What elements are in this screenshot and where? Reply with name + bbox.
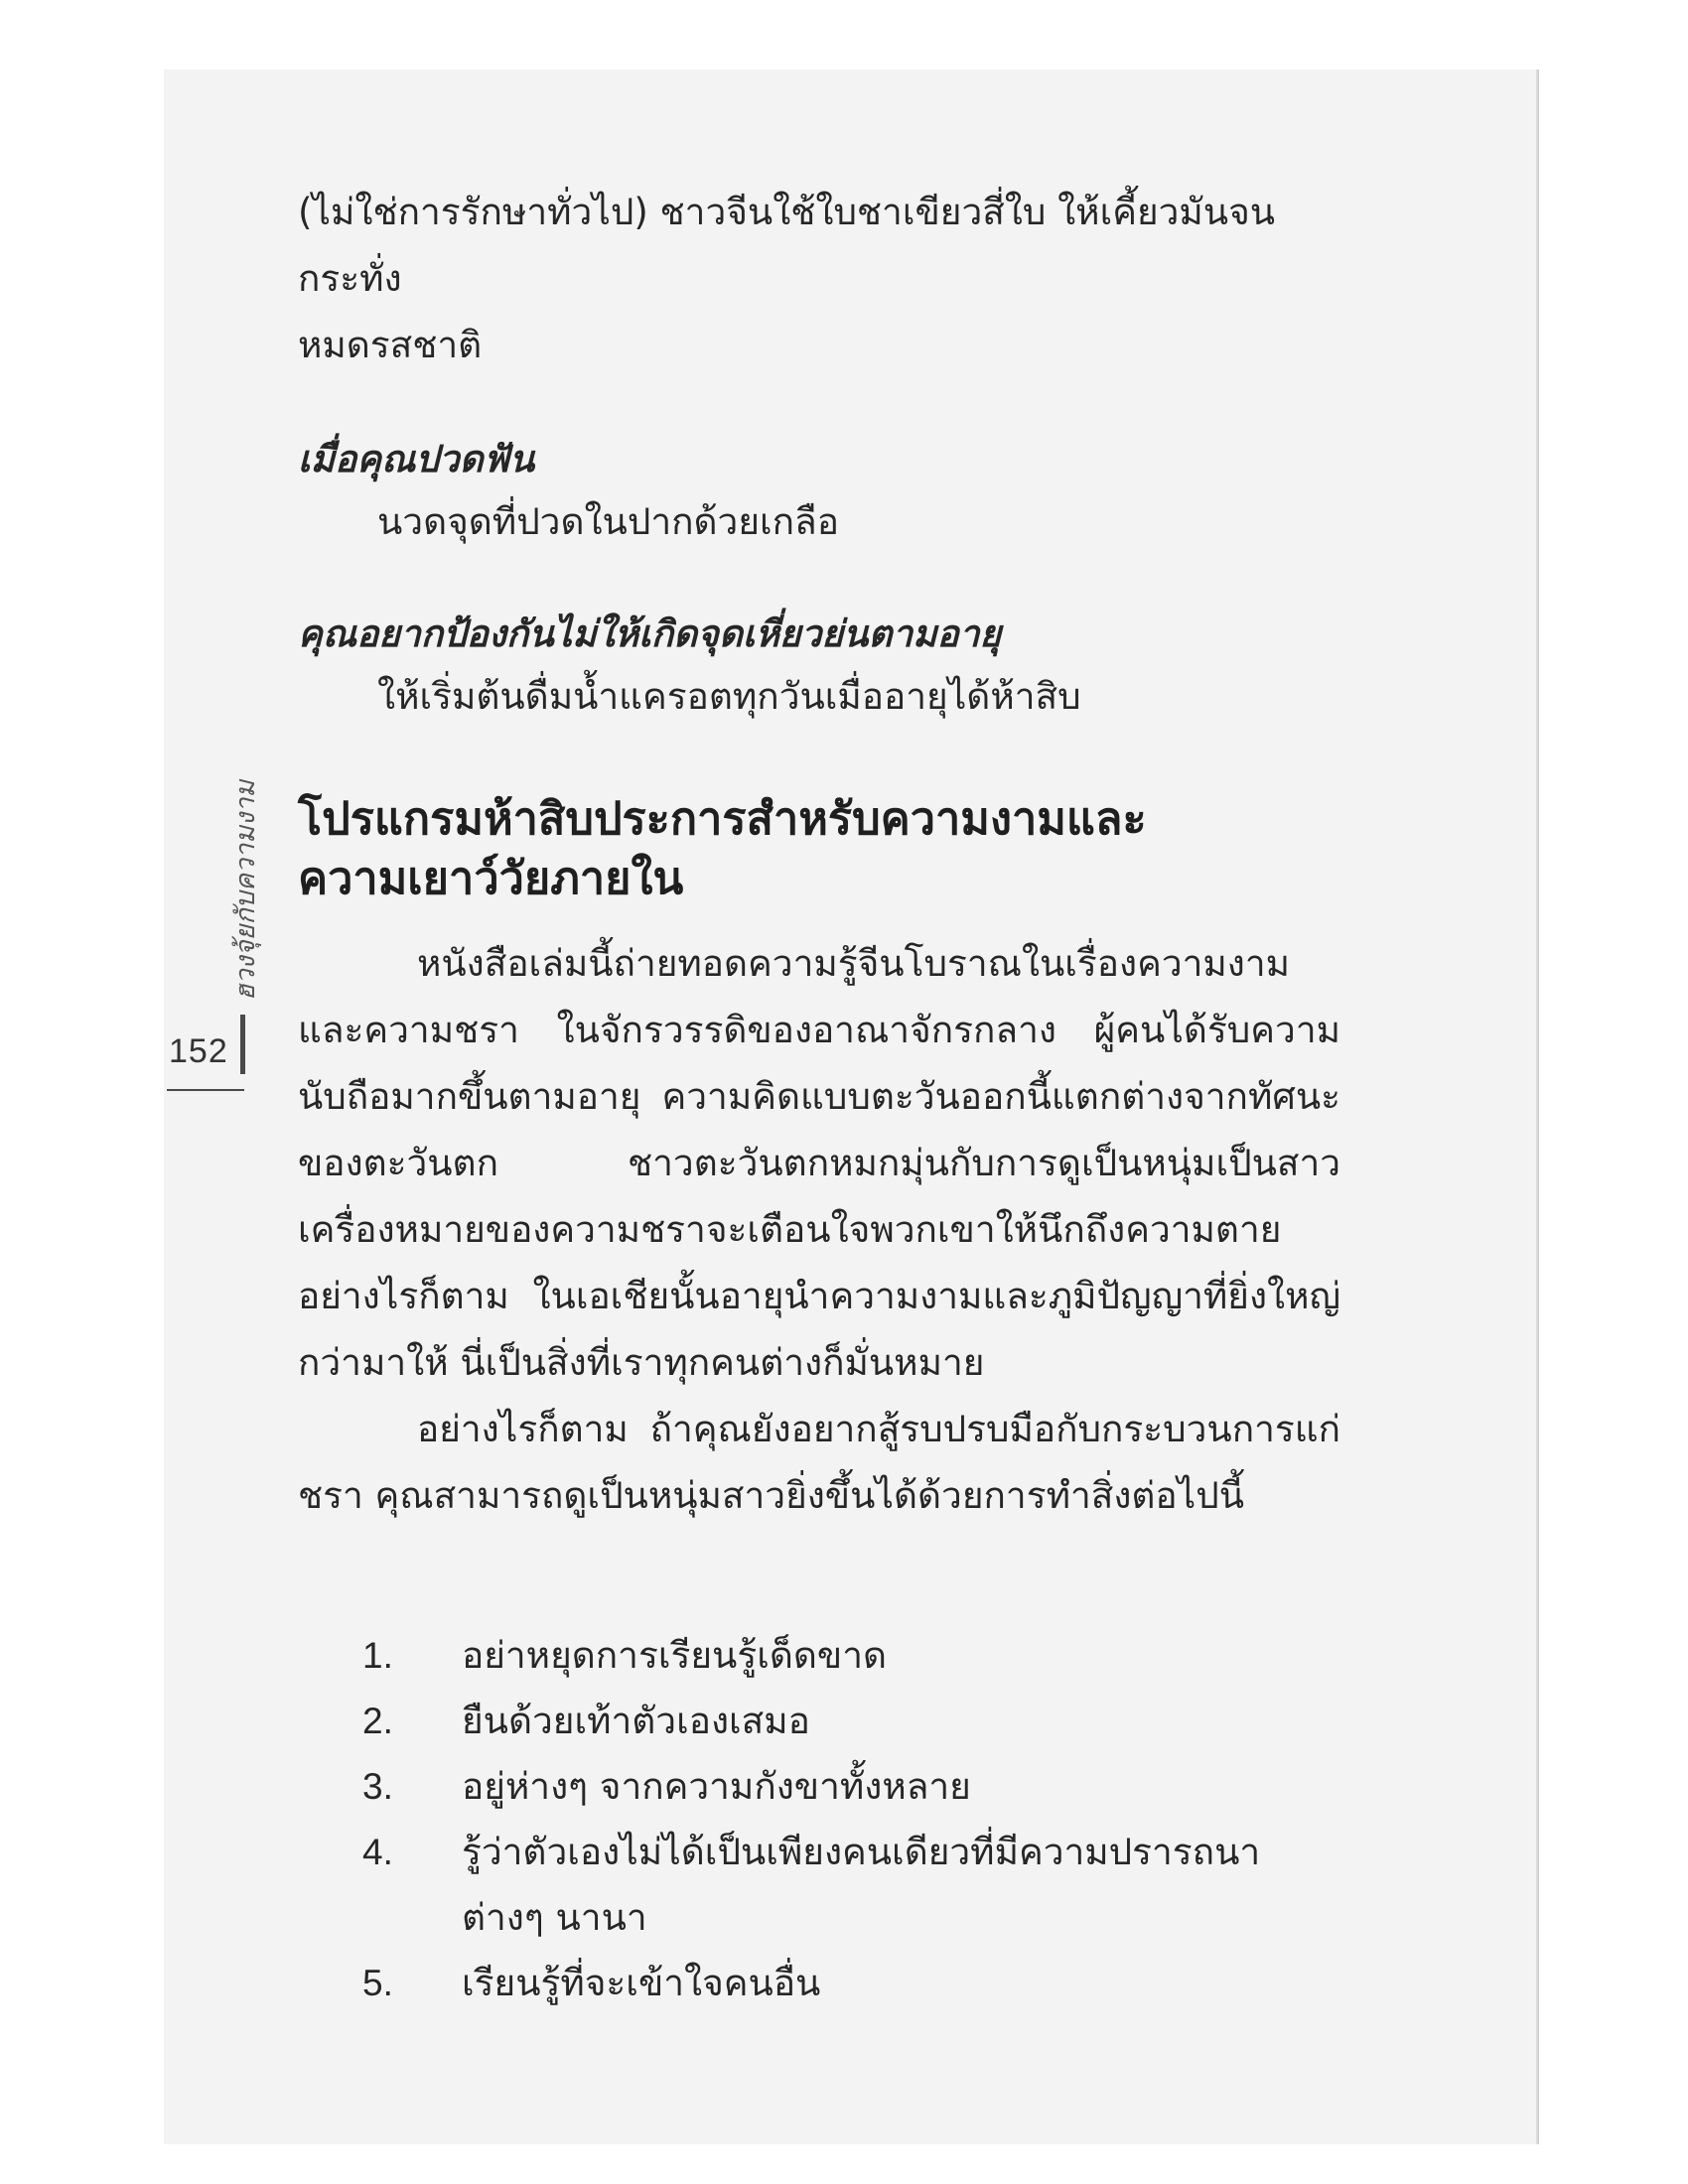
list-item	[298, 1951, 1340, 2016]
list-item-text: เรียนรู้ที่จะเข้าใจคนอื่น	[462, 1962, 821, 2004]
intro-line-2: หมดรสชาติ	[298, 324, 483, 366]
list-item	[298, 1623, 1340, 1689]
section-title-line-1: โปรแกรมห้าสิบประการสำหรับความงามและ	[298, 792, 1147, 845]
section-title-line-2: ความเยาว์วัยภายใน	[298, 852, 684, 904]
running-head-text: ฮวงจุ้ยกับความงาม	[230, 779, 261, 1001]
tip-age-spots	[298, 603, 1340, 728]
tip-heading: คุณอยากป้องกันไม่ให้เกิดจุดเหี่ยวย่นตามอายุ	[298, 613, 1002, 655]
list-item-text: รู้ว่าตัวเองไม่ได้เป็นเพียงคนเดียวที่มีความปรารถนาต่างๆ นานา	[462, 1831, 1261, 1939]
tip-text: นวดจุดที่ปวดในปากด้วยเกลือ	[377, 500, 839, 543]
list-item	[298, 1820, 1340, 1951]
intro-paragraph	[298, 179, 1340, 378]
body-paragraph-1: หนังสือเล่มนี้ถ่ายทอดความรู้จีนโบราณในเรื่องความงามและความชรา ในจักรวรรดิของอาณาจักรกลาง ผู้คนได้รับความนับถือมากขึ้นตามอายุ ความคิดแบบตะวันออกนี้แตกต่างจากทัศนะของตะวันตก ชาวตะวันตกหมกมุ่นกับการดูเป็นหนุ่มเป็นสาว เครื่องหมายของความชราจะเตือนใจพวกเขาให้นึกถึงความตาย อย่างไรก็ตาม ในเอเชียนั้นอายุนำความงามและภูมิปัญญาที่ยิ่งใหญ่กว่ามาให้ นี่เป็นสิ่งที่เราทุกคนต่างก็มั่นหมาย	[298, 942, 1340, 1384]
page-number-rule	[167, 1089, 244, 1091]
section-title	[298, 789, 1340, 908]
list-item-text: ยืนด้วยเท้าตัวเองเสมอ	[462, 1700, 810, 1742]
page-content	[298, 179, 1340, 2016]
list-item-number: 4.	[362, 1832, 393, 1872]
list-item	[298, 1689, 1340, 1754]
list-item	[298, 1754, 1340, 1820]
page-edge-shadow	[1536, 69, 1539, 2144]
body-paragraph-2: อย่างไรก็ตาม ถ้าคุณยังอยากสู้รบปรบมือกับกระบวนการแก่ชรา คุณสามารถดูเป็นหนุ่มสาวยิ่งขึ้นได้ด้วยการทำสิ่งต่อไปนี้	[298, 1408, 1340, 1517]
list-item-number: 2.	[362, 1701, 393, 1741]
tip-heading: เมื่อคุณปวดฟัน	[298, 438, 535, 480]
tip-text: ให้เริ่มต้นดื่มน้ำแครอตทุกวันเมื่ออายุได้ห้าสิบ	[377, 675, 1081, 718]
page-number: 152	[169, 1032, 228, 1070]
running-head-rule	[240, 1015, 245, 1074]
list-item-number: 1.	[362, 1635, 393, 1676]
list-item-text: อย่าหยุดการเรียนรู้เด็ดขาด	[462, 1634, 887, 1677]
tip-toothache	[298, 428, 1340, 553]
list-item-number: 3.	[362, 1766, 393, 1807]
list-item-text: อยู่ห่างๆ จากความกังขาทั้งหลาย	[462, 1765, 971, 1808]
list-item-number: 5.	[362, 1963, 393, 2003]
intro-line-1: (ไม่ใช่การรักษาทั่วไป) ชาวจีนใช้ใบชาเขียวสี่ใบ ให้เคี้ยวมันจนกระทั่ง	[298, 191, 1276, 300]
numbered-list	[298, 1623, 1340, 2016]
